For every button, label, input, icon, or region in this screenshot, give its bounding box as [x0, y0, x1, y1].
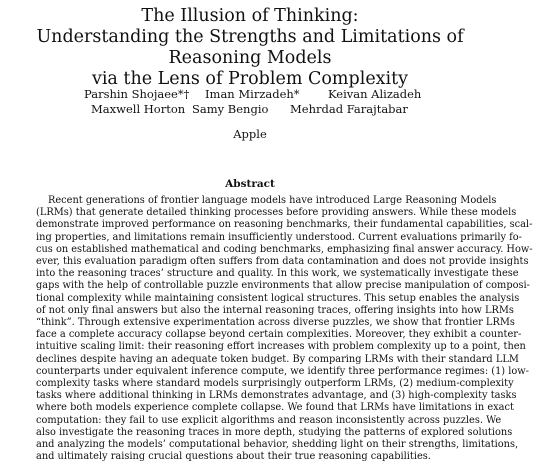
abstract-line: tasks where additional thinking in LRMs demonstrates advantage, and (3) high-complexity tasks — [36, 390, 517, 402]
title-line-2: Understanding the Strengths and Limitations of Reasoning Models — [36, 27, 464, 68]
author-name: Parshin Shojaee*† — [84, 87, 190, 101]
abstract-line: ever, this evaluation paradigm often suffers from data contamination and does not provide insights — [36, 256, 529, 268]
abstract-body — [36, 195, 533, 463]
title-line-1: The Illusion of Thinking: — [141, 6, 359, 26]
title-line-3: via the Lens of Problem Complexity — [91, 69, 409, 89]
abstract-line: (LRMs) that generate detailed thinking processes before providing answers. While these models — [36, 207, 517, 219]
author-row-1 — [0, 87, 500, 102]
abstract-line: face a complete accuracy collapse beyond certain complexities. Moreover, they exhibit a counter- — [36, 329, 522, 341]
abstract-line: “think”. Through extensive experimentation across diverse puzzles, we show that frontier LRMs — [36, 317, 515, 329]
abstract-line: and analyzing the models’ computational behavior, shedding light on their strengths, limitations, — [36, 439, 519, 451]
abstract-line: where both models experience complete collapse. We found that LRMs have limitations in exact — [36, 402, 514, 414]
author-name: Samy Bengio — [192, 102, 269, 116]
author-row-2 — [0, 102, 500, 117]
abstract-line: into the reasoning traces’ structure and quality. In this work, we systematically investigate these — [36, 268, 519, 280]
abstract-heading: Abstract — [225, 178, 275, 190]
abstract-line: declines despite having an adequate token budget. By comparing LRMs with their standard LLM — [36, 353, 519, 365]
abstract-line: complexity tasks where standard models surprisingly outperform LRMs, (2) medium-complexity — [36, 378, 514, 390]
abstract-line: also investigate the reasoning traces in more depth, studying the patterns of explored solutions — [36, 426, 513, 438]
author-name: Maxwell Horton — [91, 102, 186, 116]
author-name: Mehrdad Farajtabar — [290, 102, 408, 116]
author-name: Iman Mirzadeh* — [205, 87, 300, 101]
abstract-line: tional complexity while maintaining consistent logical structures. This setup enables the analysis — [36, 292, 520, 304]
paper-title — [0, 6, 500, 90]
abstract-line: Recent generations of frontier language models have introduced Large Reasoning Models — [48, 195, 497, 206]
abstract-line: ing properties, and limitations remain insufficiently understood. Current evaluations primarily fo- — [36, 231, 522, 243]
author-block — [0, 87, 500, 117]
abstract-line: cus on established mathematical and coding benchmarks, emphasizing final answer accuracy. How- — [36, 243, 533, 255]
abstract-line: gaps with the help of controllable puzzle environments that allow precise manipulation of composi- — [36, 280, 530, 292]
abstract-line: of not only final answers but also the internal reasoning traces, offering insights into how LRMs — [36, 304, 514, 316]
abstract-line: demonstrate improved performance on reasoning benchmarks, their fundamental capabilities, scal- — [36, 219, 533, 231]
abstract-line: computation: they fail to use explicit algorithms and reason inconsistently across puzzles. We — [36, 414, 502, 426]
author-name: Keivan Alizadeh — [328, 87, 422, 101]
abstract-line: and ultimately raising crucial questions about their true reasoning capabilities. — [36, 451, 431, 463]
abstract-line: counterparts under equivalent inference compute, we identify three performance regimes: (1) low- — [36, 365, 529, 377]
affiliation: Apple — [233, 127, 267, 141]
abstract-line: intuitive scaling limit: their reasoning effort increases with problem complexity up to a point, then — [36, 341, 526, 353]
